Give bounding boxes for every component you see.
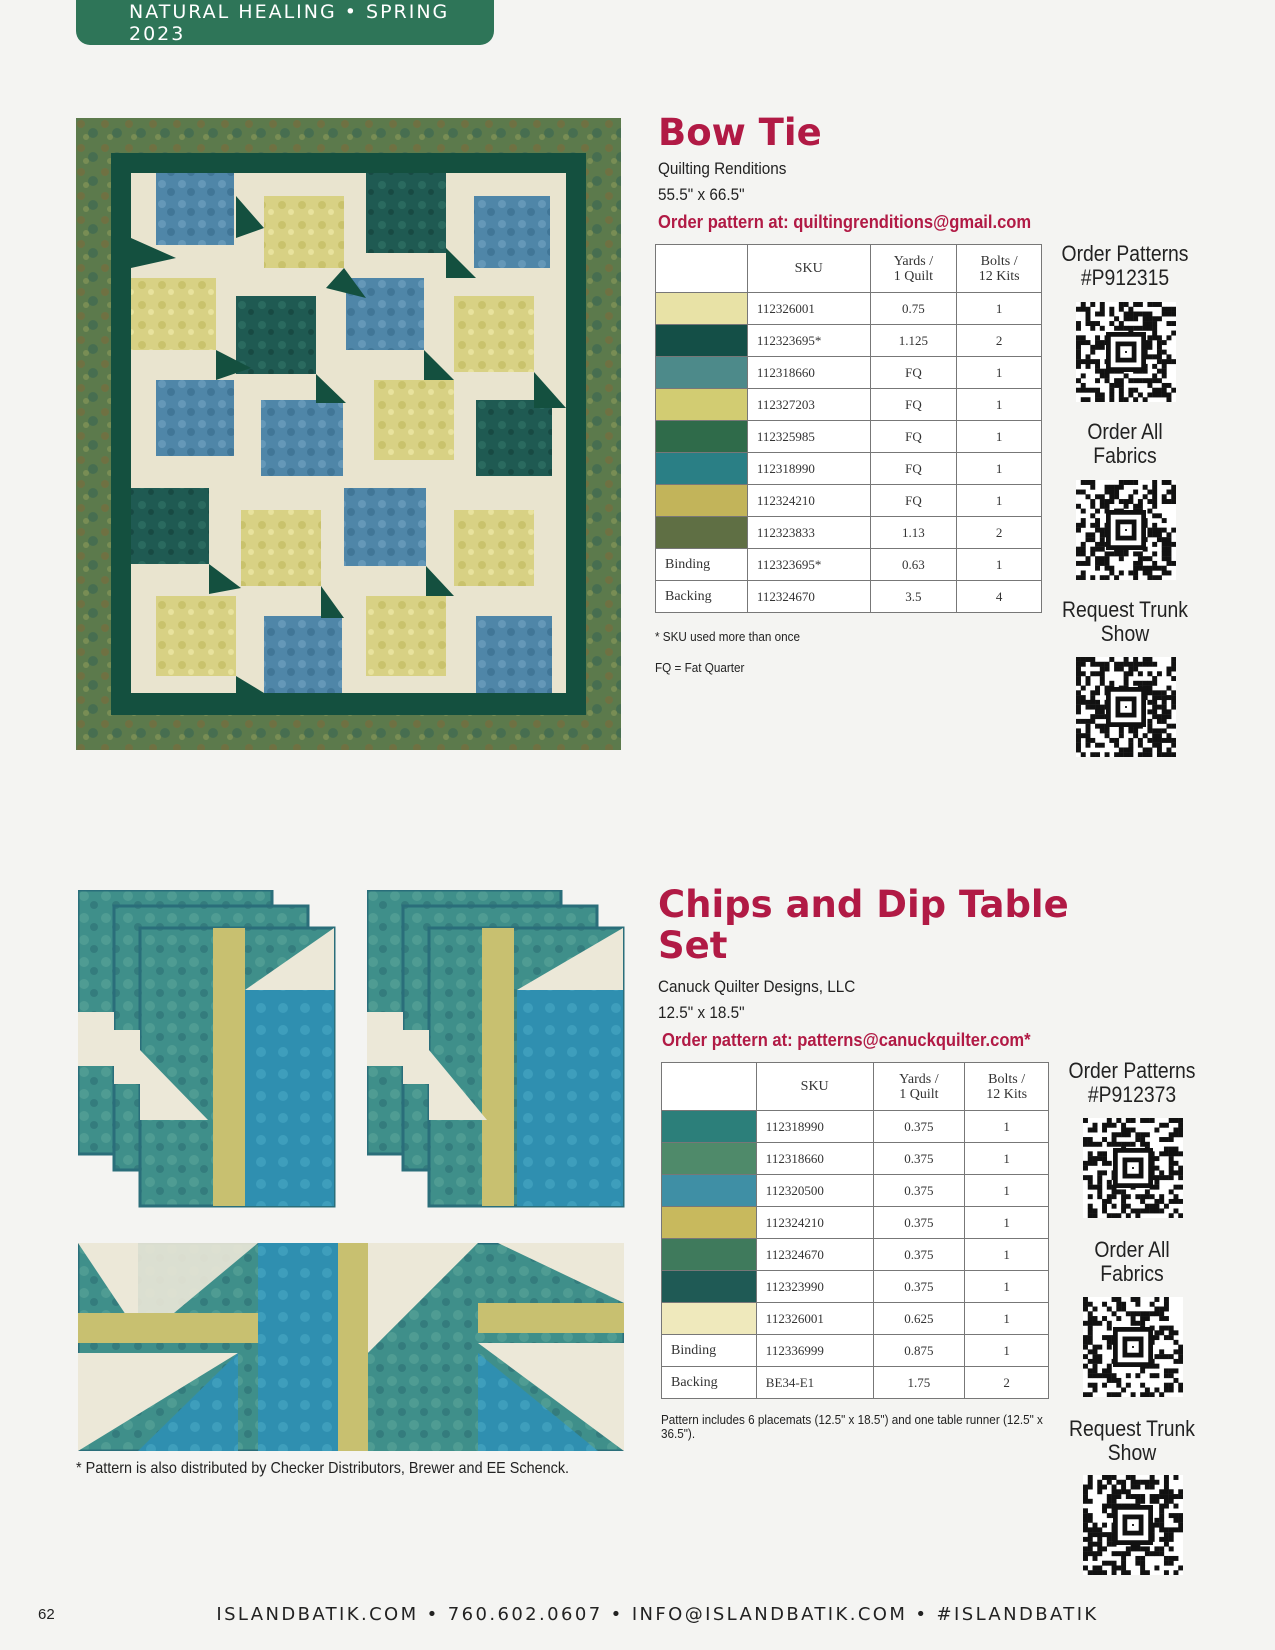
bolts-cell: 4 <box>957 581 1042 613</box>
chips-trunk-show-label: Request Trunk Show <box>1069 1416 1195 1465</box>
bolts-cell: 1 <box>957 293 1042 325</box>
sku-cell: 112327203 <box>747 389 870 421</box>
yards-cell: 0.375 <box>873 1271 965 1303</box>
fabric-swatch <box>662 1303 757 1335</box>
bow-tie-designer: Quilting Renditions <box>658 159 787 178</box>
sku-cell: 112323833 <box>747 517 870 549</box>
bow-tie-note-sku: * SKU used more than once <box>655 629 801 644</box>
fabric-swatch <box>662 1239 757 1271</box>
bolts-cell: 1 <box>957 389 1042 421</box>
bow-tie-order-patterns-qr[interactable] <box>1076 302 1176 402</box>
table-row <box>662 1335 1049 1367</box>
bow-tie-trunk-show-qr[interactable] <box>1076 657 1176 757</box>
row-label: Binding <box>662 1335 757 1367</box>
fabric-swatch <box>656 421 748 453</box>
yards-cell: 0.75 <box>870 293 957 325</box>
bolts-cell: 1 <box>965 1239 1049 1271</box>
row-label: Backing <box>662 1367 757 1399</box>
table-row <box>656 485 1042 517</box>
fabric-swatch <box>656 389 748 421</box>
chips-footnote: * Pattern is also distributed by Checker Distributors, Brewer and EE Schenck. <box>76 1460 570 1477</box>
bolts-cell: 1 <box>957 453 1042 485</box>
yards-cell: 1.13 <box>870 517 957 549</box>
page-number: 62 <box>38 1606 55 1623</box>
fabric-swatch <box>656 485 748 517</box>
bolts-cell: 1 <box>965 1111 1049 1143</box>
fabric-swatch <box>656 325 748 357</box>
placemats-right-image <box>367 890 627 1208</box>
chips-size: 12.5" x 18.5" <box>658 1003 745 1022</box>
bolts-cell: 2 <box>957 325 1042 357</box>
sku-cell: 112318660 <box>756 1143 873 1175</box>
yards-cell: 0.63 <box>870 549 957 581</box>
chips-order-patterns-label: Order Patterns #P912373 <box>1068 1058 1196 1107</box>
yards-header: Yards / 1 Quilt <box>873 1063 965 1111</box>
yards-cell: 0.375 <box>873 1111 965 1143</box>
sku-cell: 112323695* <box>747 325 870 357</box>
table-row <box>656 357 1042 389</box>
yards-cell: FQ <box>870 421 957 453</box>
table-row <box>662 1207 1049 1239</box>
yards-cell: 0.375 <box>873 1207 965 1239</box>
bow-tie-sku-table <box>655 244 1042 613</box>
yards-cell: 0.625 <box>873 1303 965 1335</box>
table-row <box>656 293 1042 325</box>
bow-tie-size: 55.5" x 66.5" <box>658 185 745 204</box>
table-runner-image <box>78 1243 624 1451</box>
chips-title: Chips and Dip Table Set <box>658 883 1069 968</box>
bow-tie-order-patterns-label: Order Patterns #P912315 <box>1061 241 1189 290</box>
yards-cell: 1.125 <box>870 325 957 357</box>
yards-cell: 0.375 <box>873 1175 965 1207</box>
table-row <box>662 1271 1049 1303</box>
bow-tie-meta <box>658 156 786 208</box>
table-row <box>662 1175 1049 1207</box>
chips-pattern-note: Pattern includes 6 placemats (12.5" x 18.5") and one table runner (12.5" x 36.5"). <box>661 1412 1043 1441</box>
bolts-cell: 2 <box>957 517 1042 549</box>
chips-sku-table <box>661 1062 1049 1399</box>
bow-tie-trunk-show-label: Request Trunk Show <box>1062 597 1188 646</box>
bow-tie-quilt-image <box>76 118 621 750</box>
table-row <box>656 517 1042 549</box>
header-title: NATURAL HEALING • SPRING 2023 <box>129 0 450 45</box>
table-row <box>656 421 1042 453</box>
chips-meta <box>658 974 855 1026</box>
chips-designer: Canuck Quilter Designs, LLC <box>658 977 856 996</box>
bolts-cell: 1 <box>957 357 1042 389</box>
sku-cell: 112320500 <box>756 1175 873 1207</box>
yards-header: Yards / 1 Quilt <box>870 245 957 293</box>
bolts-cell: 1 <box>957 549 1042 581</box>
bow-tie-order-fabrics-label: Order All Fabrics <box>1087 419 1163 468</box>
sku-cell: 112324210 <box>756 1207 873 1239</box>
fabric-swatch <box>656 357 748 389</box>
sku-cell: 112326001 <box>756 1303 873 1335</box>
chips-trunk-show-qr[interactable] <box>1083 1475 1183 1575</box>
fabric-swatch <box>662 1207 757 1239</box>
swatch-header <box>656 245 748 293</box>
chips-order-link[interactable]: Order pattern at: patterns@canuckquilter.com* <box>662 1030 1031 1050</box>
bolts-header: Bolts / 12 Kits <box>965 1063 1049 1111</box>
bolts-cell: 1 <box>965 1143 1049 1175</box>
yards-cell: FQ <box>870 357 957 389</box>
bolts-cell: 1 <box>957 485 1042 517</box>
sku-cell: 112336999 <box>756 1335 873 1367</box>
sku-cell: 112326001 <box>747 293 870 325</box>
table-row <box>656 325 1042 357</box>
bolts-cell: 2 <box>965 1367 1049 1399</box>
sku-cell: 112325985 <box>747 421 870 453</box>
yards-cell: FQ <box>870 389 957 421</box>
chips-order-patterns-qr[interactable] <box>1083 1118 1183 1218</box>
sku-cell: 112323990 <box>756 1271 873 1303</box>
swatch-header <box>662 1063 757 1111</box>
sku-cell: 112324670 <box>756 1239 873 1271</box>
yards-cell: FQ <box>870 485 957 517</box>
bolts-cell: 1 <box>965 1175 1049 1207</box>
row-label: Binding <box>656 549 748 581</box>
yards-cell: 1.75 <box>873 1367 965 1399</box>
table-row <box>656 549 1042 581</box>
fabric-swatch <box>656 517 748 549</box>
table-row <box>662 1367 1049 1399</box>
fabric-swatch <box>662 1143 757 1175</box>
chips-order-fabrics-qr[interactable] <box>1083 1297 1183 1397</box>
bolts-header: Bolts / 12 Kits <box>957 245 1042 293</box>
bow-tie-title: Bow Tie <box>658 111 822 154</box>
sku-cell: 112324670 <box>747 581 870 613</box>
bow-tie-order-fabrics-qr[interactable] <box>1076 480 1176 580</box>
sku-cell: 112318990 <box>756 1111 873 1143</box>
bow-tie-note-fq: FQ = Fat Quarter <box>655 660 745 675</box>
table-row <box>656 581 1042 613</box>
yards-cell: 0.875 <box>873 1335 965 1367</box>
yards-cell: 0.375 <box>873 1143 965 1175</box>
sku-cell: 112324210 <box>747 485 870 517</box>
fabric-swatch <box>656 293 748 325</box>
placemats-left-image <box>78 890 338 1208</box>
table-row <box>662 1239 1049 1271</box>
table-row <box>662 1303 1049 1335</box>
fabric-swatch <box>662 1175 757 1207</box>
bow-tie-order-link[interactable]: Order pattern at: quiltingrenditions@gmail.com <box>658 212 1032 232</box>
yards-cell: 3.5 <box>870 581 957 613</box>
fabric-swatch <box>662 1111 757 1143</box>
sku-cell: 112323695* <box>747 549 870 581</box>
table-row <box>662 1143 1049 1175</box>
table-row <box>656 389 1042 421</box>
yards-cell: FQ <box>870 453 957 485</box>
bolts-cell: 1 <box>965 1335 1049 1367</box>
fabric-swatch <box>656 453 748 485</box>
bolts-cell: 1 <box>957 421 1042 453</box>
yards-cell: 0.375 <box>873 1239 965 1271</box>
sku-header: SKU <box>756 1063 873 1111</box>
table-row <box>662 1111 1049 1143</box>
header-tab <box>76 0 494 45</box>
chips-order-fabrics-label: Order All Fabrics <box>1094 1237 1170 1286</box>
bolts-cell: 1 <box>965 1207 1049 1239</box>
sku-header: SKU <box>747 245 870 293</box>
footer-contact: ISLANDBATIK.COM • 760.602.0607 • INFO@ISLANDBATIK.COM • #ISLANDBATIK <box>216 1604 1099 1625</box>
sku-cell: 112318660 <box>747 357 870 389</box>
bolts-cell: 1 <box>965 1271 1049 1303</box>
sku-cell: BE34-E1 <box>756 1367 873 1399</box>
fabric-swatch <box>662 1271 757 1303</box>
row-label: Backing <box>656 581 748 613</box>
table-row <box>656 453 1042 485</box>
sku-cell: 112318990 <box>747 453 870 485</box>
bolts-cell: 1 <box>965 1303 1049 1335</box>
